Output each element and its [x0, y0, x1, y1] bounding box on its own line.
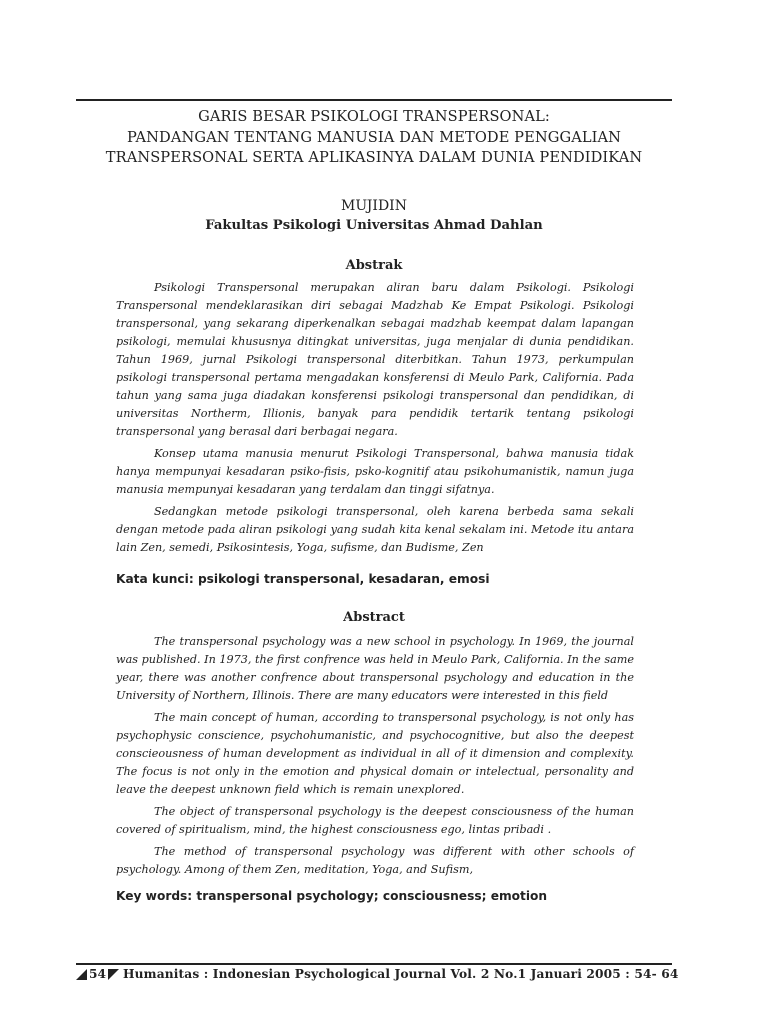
abstrak-keywords: Kata kunci: psikologi transpersonal, kesadaran, emosi [116, 572, 490, 586]
footer-rule [76, 963, 672, 965]
page-number: 54 [89, 967, 106, 981]
page-footer [76, 967, 679, 981]
top-rule [76, 99, 672, 101]
abstrak-paragraph: Sedangkan metode psikologi transpersonal, oleh karena berbeda sama sekali dengan metode pada aliran psikologi yang sudah kita kenal sekalam ini. Metode itu antara lain Zen, semedi, Psikosintesis, Yoga, sufisme, dan Budisme, Zen [116, 505, 634, 554]
abstrak-paragraph: Psikologi Transpersonal merupakan aliran baru dalam Psikologi. Psikologi Transpersonal mendeklarasikan diri sebagai Madzhab Ke Empat Psikologi. Psikologi transpersonal, yang sekarang diperkenalkan sebagai madzhab keempat dalam lapangan psikologi, memulai khususnya ditingkat universitas, juga menjalar di dunia pendidikan. Tahun 1969, jurnal Psikologi transpersonal diterbitkan. Tahun 1973, perkumpulan psikologi transpersonal pertama mengadakan konsferensi di Meulo Park, California. Pada tahun yang sama juga diadakan konsferensi psikologi transpersonal dan pendidikan, di universitas Northerm, Illionis, banyak para pendidik tertarik tentang psikologi transpersonal yang berasal dari berbagai negara. [116, 281, 634, 438]
abstrak-heading: Abstrak [345, 258, 403, 273]
abstract-paragraph: The main concept of human, according to transpersonal psychology, is not only has psychophysic conscience, psychohumanistic, and psychocognitive, but also the deepest conscieousness of human development as individual in all of it dimension and complexity. The focus is not only in the emotion and physical domain or intelectual, personality and leave the deepest unknown field which is remain unexplored. [116, 711, 634, 796]
triangle-right-icon [108, 969, 119, 980]
abstract-paragraph: The transpersonal psychology was a new school in psychology. In 1969, the journal was published. In 1973, the first confrence was held in Meulo Park, California. In the same year, there was another confrence about transpersonal psychology and education in the University of Northern, Illinois. There are many educators were interested in this field [116, 635, 634, 702]
paper-title [76, 107, 672, 169]
author-name: MUJIDIN [341, 198, 407, 214]
triangle-left-icon [76, 969, 87, 980]
abstract-keywords: Key words: transpersonal psychology; consciousness; emotion [116, 889, 548, 903]
abstract-paragraph: The method of transpersonal psychology was different with other schools of psychology. Among of them Zen, meditation, Yoga, and Sufism, [116, 845, 634, 876]
title-line: PANDANGAN TENTANG MANUSIA DAN METODE PENGGALIAN [126, 128, 622, 146]
journal-citation: Humanitas : Indonesian Psychological Journal Vol. 2 No.1 Januari 2005 : 54- 64 [122, 967, 679, 981]
abstract-heading: Abstract [343, 610, 405, 625]
abstract-paragraph: The object of transpersonal psychology is the deepest consciousness of the human covered of spiritualism, mind, the highest consciousness ego, lintas pribadi . [116, 805, 634, 836]
abstrak-body [116, 279, 634, 557]
author-affiliation: Fakultas Psikologi Universitas Ahmad Dahlan [205, 218, 543, 233]
title-line: TRANSPERSONAL SERTA APLIKASINYA DALAM DUNIA PENDIDIKAN [105, 149, 643, 167]
abstrak-paragraph: Konsep utama manusia menurut Psikologi Transpersonal, bahwa manusia tidak hanya mempunyai kesadaran psiko-fisis, psko-kognitif atau psikohumanistik, namun juga manusia mempunyai kesadaran yang terdalam dan tinggi sifatnya. [116, 447, 634, 496]
abstract-body [116, 633, 634, 879]
title-line: GARIS BESAR PSIKOLOGI TRANSPERSONAL: [198, 108, 550, 125]
